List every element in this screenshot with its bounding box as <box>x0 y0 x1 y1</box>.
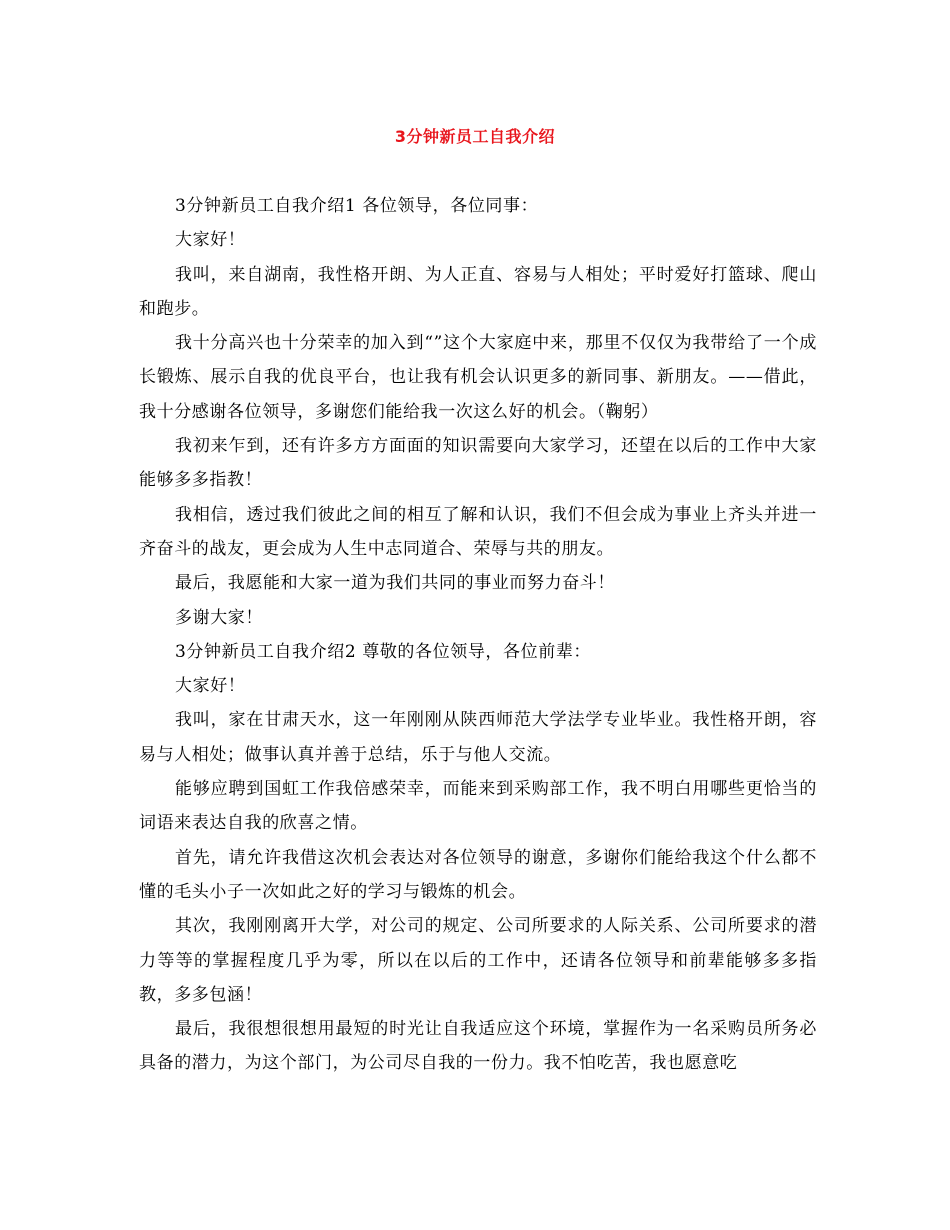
paragraph-11: 我叫，家在甘肃天水，这一年刚刚从陕西师范大学法学专业毕业。我性格开朗，容易与人相处；做事认真并善于总结，乐于与他人交流。 <box>139 710 817 765</box>
paragraph-13: 首先，请允许我借这次机会表达对各位领导的谢意，多谢你们能给我这个什么都不懂的毛头小子一次如此之好的学习与锻炼的机会。 <box>139 847 817 902</box>
paragraph-9: 3分钟新员工自我介绍2 尊敬的各位领导，各位前辈： <box>175 641 592 662</box>
paragraph-15: 最后，我很想很想用最短的时光让自我适应这个环境，掌握作为一名采购员所务必具备的潜力，为这个部门，为公司尽自我的一份力。我不怕吃苦，我也愿意吃 <box>139 1019 817 1074</box>
paragraph-4: 我十分高兴也十分荣幸的加入到“”这个大家庭中来，那里不仅仅为我带给了一个成长锻炼、展示自我的优良平台，也让我有机会认识更多的新同事、新朋友。——借此，我十分感谢各位领导，多谢您们能给我一次这么好的机会。（鞠躬） <box>139 333 817 422</box>
paragraph-3: 我叫，来自湖南，我性格开朗、为人正直、容易与人相处；平时爱好打篮球、爬山和跑步。 <box>139 264 817 319</box>
paragraph-1: 3分钟新员工自我介绍1 各位领导，各位同事： <box>175 196 539 216</box>
paragraph-8: 多谢大家！ <box>175 607 263 628</box>
paragraph-12: 能够应聘到国虹工作我倍感荣幸，而能来到采购部工作，我不明白用哪些更恰当的词语来表达自我的欣喜之情。 <box>139 779 817 834</box>
document-title: 3分钟新员工自我介绍 <box>394 127 556 146</box>
paragraph-7: 最后，我愿能和大家一道为我们共同的事业而努力奋斗！ <box>175 573 615 594</box>
paragraph-14: 其次，我刚刚离开大学，对公司的规定、公司所要求的人际关系、公司所要求的潜力等等的掌握程度几乎为零，所以在以后的工作中，还请各位领导和前辈能够多多指教，多多包涵！ <box>139 916 817 1005</box>
paragraph-5: 我初来乍到，还有许多方方面面的知识需要向大家学习，还望在以后的工作中大家能够多多指教！ <box>139 436 817 491</box>
paragraph-6: 我相信，透过我们彼此之间的相互了解和认识，我们不但会成为事业上齐头并进一齐奋斗的战友，更会成为人生中志同道合、荣辱与共的朋友。 <box>139 504 817 559</box>
paragraph-2: 大家好！ <box>175 230 246 251</box>
document-body <box>139 189 817 1081</box>
paragraph-10: 大家好！ <box>175 676 246 697</box>
